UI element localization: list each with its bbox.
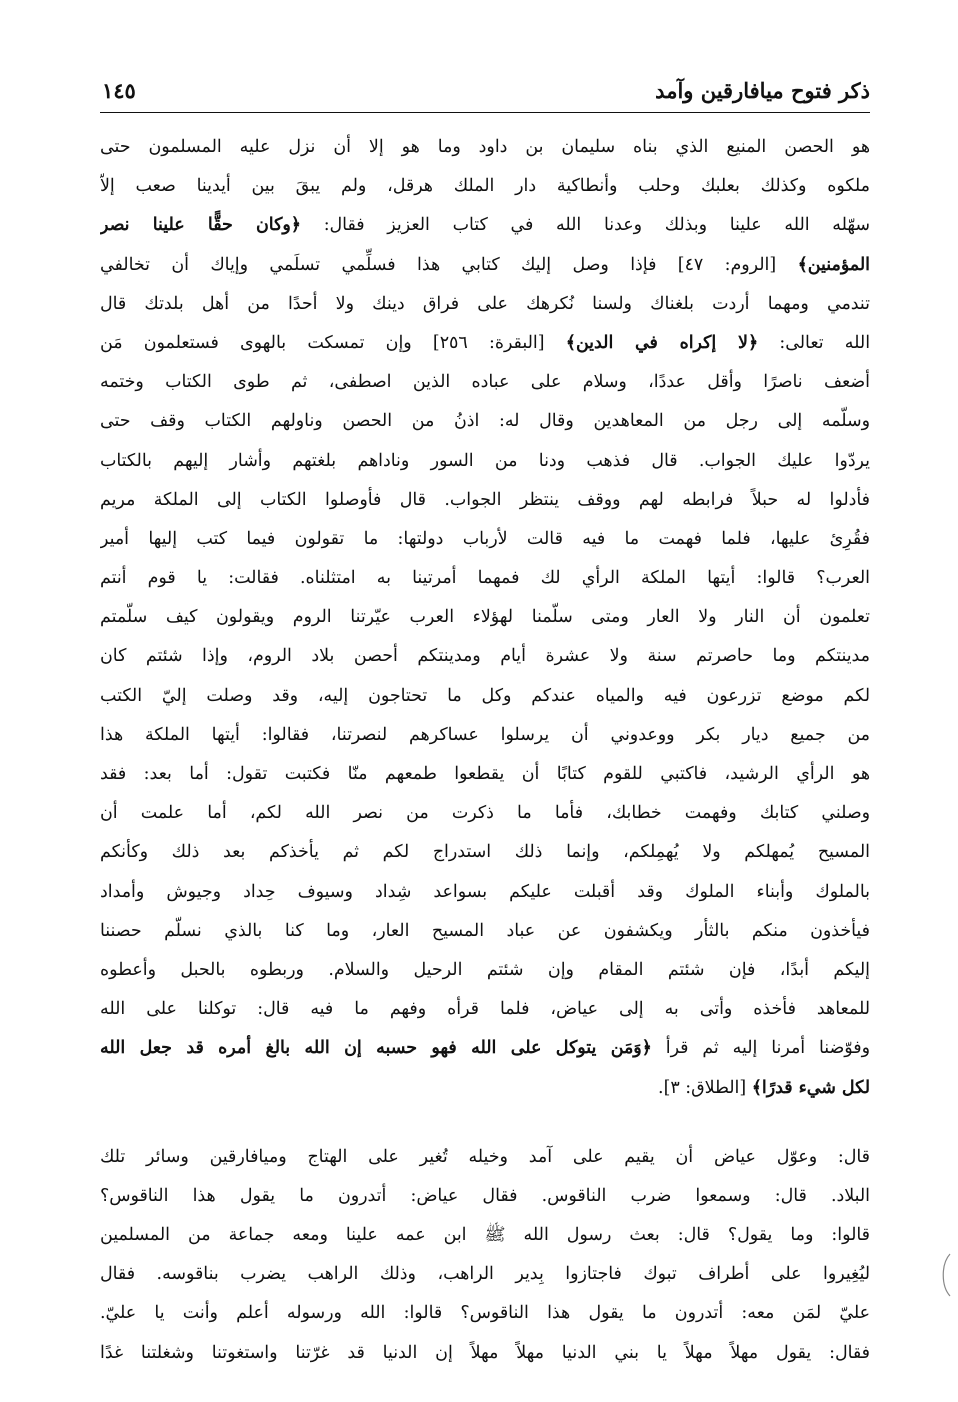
- text-line: تعلمون أن النار ولا العار ومتى سلّمنا لهؤلاء العرب عيّرتنا الروم ويقولون كيف سلّمتم: [100, 607, 870, 628]
- text-line: [100, 206, 870, 245]
- text-line: إليكم أبدًا، فإن شئتم المقام وإن شئتم الرحيل والسلام. وربطوه بالحبل وأعطوه: [100, 959, 870, 980]
- text-line: فقُرِئ عليها، فلما فهمت ما فيه قالت لأرباب دولتها: ما تقولون فيما كتب إليها أمير: [100, 528, 870, 549]
- text-line: قال: وعوّل عياض أن يقيم على آمد وخيله تُغير على الهتاج وميافارقين وسائر تلك: [100, 1146, 870, 1167]
- text-line: وصلني كتابك وفهمت خطابك، فأما ما ذكرت من نصر الله لكم، أما علمت أن: [100, 803, 870, 824]
- text-line: هو الرأي الرشيد، فاكتبي للقوم كتابًا أن يقطعوا طمعهم منّا فكتبت تقول: أما بعد: فقد: [100, 764, 870, 784]
- text-line: هو الحصن المنيع الذي بناه سليمان بن داود وما هو إلا أن نزل عليه المسلمون حتى: [100, 137, 870, 157]
- header-rule: [100, 112, 870, 113]
- text-line: [100, 246, 870, 285]
- text-line: ملكوه وكذلك بعلبك وحلب وأنطاكية دار الملك هرقل، ولم يبقَ بين أيدينا صعب إلاّ: [100, 176, 870, 197]
- text-line: بالملوك وأبناء الملوك وقد أقبلت عليكم بسواعد شِداد وسيوف حِداد وجيوش وأمداد: [100, 881, 870, 902]
- line-text: [الطلاق: ٣].: [658, 1077, 747, 1098]
- page-edge-mark: [938, 1252, 952, 1298]
- text-line: البلاد. قال: وسمعوا ضرب الناقوس. فقال عياض: أتدرون ما يقول هذا الناقوس؟: [100, 1185, 870, 1206]
- text-line: من جميع ديار بكر ووعدوني أن يرسلوا عساكرهم لنصرتنا، فقالوا: أيتها الملكة هذا: [100, 724, 870, 745]
- text-line: ليُغِيروا على أطراف تبوك فاجتازوا بِدير الراهب، وذلك الراهب يضرب بناقوسه. فقال: [100, 1264, 870, 1285]
- running-header: [100, 74, 870, 110]
- paragraph-gap: [100, 1108, 870, 1138]
- text-line: فقال: يقول مهلاً مهلاً يا بني الدنيا مهلاً مهلاً إن الدنيا قد غرّتنا واستغوتنا وشغلتنا غدًا: [100, 1342, 870, 1363]
- page-body: [100, 128, 870, 1373]
- text-line: يردّوا عليك الجواب. قال فذهب ودنا من السور وناداهم بلغتهم وأشار إليهم بالكتاب: [100, 450, 870, 471]
- quran-quote: المؤمنين﴾: [797, 254, 870, 275]
- text-line: [100, 1029, 870, 1068]
- text-line: مدينتكم وما حاصرتم سنة ولا عشرة أيام ومدينتكم أحصن بلاد الروم، وإذا شئتم كان: [100, 646, 870, 667]
- quran-quote: ﴿لا إكراه في الدين﴾: [565, 332, 759, 353]
- page-number: ١٤٥: [102, 78, 136, 103]
- line-text: وفوّضنا أمرنا إليه ثم قرأ: [665, 1038, 870, 1059]
- line-text: [الروم: ٤٧] فإذا وصل إليك كتابي هذا فسلِّمي تسلَمي وإياك أن تخالفي: [100, 254, 777, 275]
- line-text: سهّله الله علينا وبذلك وعدنا الله في كتاب العزيز فقال:: [323, 215, 870, 236]
- text-line: المسيح يُمهلكم ولا يُهمِلكم، وإنما ذلك استدراج لكم ثم يأخذكم بعد ذلك وكأنكم: [100, 842, 870, 863]
- text-line: تندمي ومهما أردت بلغناك ولسنا نُكرهك على فراق دينك ولا أحدًا من أهل بلدتك قال: [100, 293, 870, 314]
- line-text: الله تعالى:: [779, 332, 870, 353]
- text-line: عليّ لمَن معه: أتدرون ما يقول هذا الناقوس؟ قالوا: الله ورسوله أعلم وأنت يا عليّ.: [100, 1303, 870, 1324]
- text-line: فيأخذون منكم بالثأر ويكشفون عن عباد المسيح العار، وما كنا بالذي نسلّم حصننا: [100, 920, 870, 941]
- quran-quote: ﴿وكان حقًّا علينا نصر: [100, 215, 301, 236]
- text-line: أضعف ناصرًا وأقل عددًا، وسلام على عباده الذين اصطفى، ثم طوى الكتاب وختمه: [100, 372, 870, 393]
- text-line: وسلّمه إلى رجل من المعاهدين وقال له: اذنُ من الحصن وناولهم الكتاب وقف حتى: [100, 411, 870, 432]
- paragraph-2: [100, 1138, 870, 1373]
- text-line: العرب؟ قالوا: أيتها الملكة الرأي لك فمهما أمرتينا به امتثلناه. فقالت: يا قوم أنتم: [100, 568, 870, 589]
- text-line: قالوا: وما يقول؟ قال: بعث رسول الله ﷺ ابن عمه علينا ومعه جماعة من المسلمين: [100, 1225, 870, 1246]
- chapter-title: ذكر فتوح ميافارقين وآمد: [655, 78, 870, 103]
- line-text: [البقرة: ٢٥٦] وإن تمسكت بالهوى فستعلمون مَن: [100, 332, 545, 353]
- paragraph-1: [100, 128, 870, 1108]
- quran-quote: لكل شيء قدرًا﴾: [751, 1077, 870, 1098]
- text-line: [100, 1069, 870, 1108]
- text-line: فأدلوا له حبلاً فرابطه لهم ووقف ينتظر الجواب. قال فأوصلوا الكتاب إلى الملكة مريم: [100, 489, 870, 510]
- quran-quote: ﴿وَمَن يتوكل على الله فهو حسبه إن الله بالغ أمره قد جعل الله: [100, 1038, 652, 1059]
- text-line: لكم موضع تزرعون فيه والمياه عندكم وكل ما تحتاجون إليه، وقد وصلت إليّ الكتب: [100, 685, 870, 706]
- text-line: للمعاهد فأخذه وأتى به إلى عياض، فلما قرأه وفهم ما فيه قال: توكلنا على الله: [100, 999, 870, 1020]
- text-line: [100, 324, 870, 363]
